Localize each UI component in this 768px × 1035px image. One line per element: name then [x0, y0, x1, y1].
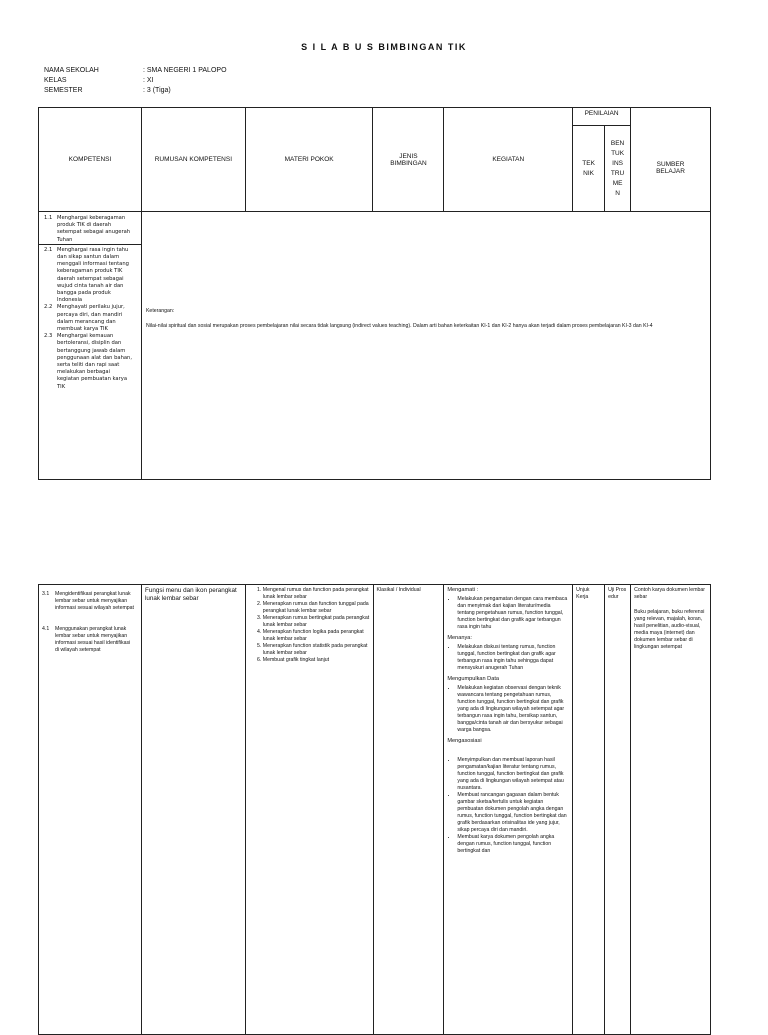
kd-text: Menghargai kemauan bertoleransi, disiplin dan bertanggung jawab dalam penggunaan alat dan bahan, serta teliti dan rapi saat melakukan berbagai kegiatan pembuatan karya TIK — [57, 333, 132, 390]
kegiatan-heading: Menanya: — [447, 635, 472, 641]
materi-item: 1. Mengenal rumus dan function pada perangkat lunak lembar sebar — [263, 587, 370, 601]
kegiatan-item: • Membuat karya dokumen pengolah angka dengan rumus, function tunggal, function bertingkat dan — [457, 834, 569, 855]
kegiatan-cell — [444, 585, 573, 1035]
info-label: KELAS — [44, 77, 67, 84]
kd-number: 2.1 — [44, 246, 53, 253]
kompetensi-list-ki3-ki4 — [39, 585, 142, 1035]
kegiatan-heading: Mengasosiasi — [447, 738, 482, 744]
header-teknik — [573, 126, 605, 212]
header-materi: MATERI POKOK — [245, 108, 373, 212]
kegiatan-item: • Melakukan pengamatan dengan cara membaca dan menyimak dari kajian literatur/media tentang pengetahuan rumus, function tunggal, function bertingkat dan grafik agar terbangun rasa ingin tahu — [457, 596, 569, 631]
kegiatan-heading: Mengumpulkan Data — [447, 676, 499, 682]
syllabus-table-header-section — [38, 107, 711, 480]
kompetensi-list-ki1-ki2 — [39, 212, 142, 480]
materi-item: 3. Menerapkan rumus bertingkat pada perangkat lunak lembar sebar — [263, 615, 370, 629]
info-value: : 3 (Tiga) — [143, 87, 171, 94]
info-label: NAMA SEKOLAH — [44, 67, 99, 74]
kegiatan-item: • Melakukan kegiatan observasi dengan teknik wawancara tentang pengetahuan rumus, function tunggal, function bertingkat dan grafik yang ada di lingkungan wilayah setempat agar terbangun rasa ingin tahu, bersikap santun, bangga/cinta tanah air dan bersyukur sebagai warga bangsa. — [457, 685, 569, 734]
kd-number: 4.1 — [42, 626, 50, 632]
teknik-cell: Unjuk Kerja — [573, 585, 605, 1035]
keterangan-label: Keterangan: — [145, 308, 175, 314]
materi-item: 5. Menerapkan function statistik pada perangkat lunak lembar sebar — [263, 643, 370, 657]
kegiatan-item: • Melakukan diskusi tentang rumus, function tunggal, function bertingkat dan grafik agar terbangun rasa ingin tahu sehingga dapat mensyukuri anugerah Tuhan — [457, 644, 569, 672]
info-value: : XI — [143, 77, 154, 84]
kegiatan-item: • Membuat rancangan gagasan dalam bentuk gambar sketsa/tertulis untuk kegiatan pembuatan dokumen pengolah angka dengan rumus, function tunggal, function bertingkat dan grafik berdasarkan orisinalitas ide yang jujur, sikap percaya diri dan mandiri. — [457, 792, 569, 834]
kegiatan-item: • Menyimpulkan dan membuat laporan hasil pengamatan/kajian literatur tentang rumus, function tunggal, function bertingkat dan grafik yang ada di lingkungan wilayah setempat atau nusantara. — [457, 757, 569, 792]
materi-item: 2. Menerapkan rumus dan function tunggal pada perangkat lunak lembar sebar — [263, 601, 370, 615]
syllabus-table-content-section — [38, 584, 711, 1035]
jenis-bimbingan-cell: Klasikal / Individual — [373, 585, 444, 1035]
header-bentuk-text: BEN TUK INS TRU ME N — [610, 139, 625, 197]
kd-number: 3.1 — [42, 591, 50, 597]
header-bentuk — [605, 126, 631, 212]
kegiatan-heading: Mengamati : — [447, 587, 479, 593]
header-sumber-top — [631, 108, 711, 126]
kd-number: 2.3 — [44, 333, 53, 340]
kd-number: 2.2 — [44, 304, 53, 311]
info-label: SEMESTER — [44, 87, 83, 94]
materi-item: 4. Menerapkan function logika pada perangkat lunak lembar sebar — [263, 629, 370, 643]
materi-pokok-cell — [245, 585, 373, 1035]
header-teknik-text: TEK NIK — [582, 159, 595, 177]
info-value: : SMA NEGERI 1 PALOPO — [143, 67, 227, 74]
kd-number: 1.1 — [44, 215, 53, 221]
header-sumber-text: SUMBER BELAJAR — [656, 161, 685, 176]
materi-item: 6. Membuat grafik tingkat lanjut — [263, 657, 370, 664]
document-title: S I L A B U S BIMBINGAN TIK — [301, 42, 467, 52]
kd-text: Menghargai rasa ingin tahu dan sikap santun dalam menggali informasi tentang keberagaman produk TIK daerah setempat sebagai wujud cinta tanah air dan bangga pada produk Indonesia — [57, 246, 129, 304]
header-kompetensi: KOMPETENSI — [39, 108, 142, 212]
rumusan-kompetensi-cell: Fungsi menu dan ikon perangkat lunak lembar sebar — [141, 585, 245, 1035]
header-kegiatan: KEGIATAN — [444, 108, 573, 212]
header-penilaian: PENILAIAN — [573, 108, 631, 126]
kd-text: Menggunakan perangkat lunak lembar sebar untuk menyajikan informasi sesuai hasil identifikasi di wilayah setempat — [55, 626, 131, 653]
sumber-item: Contoh karya dokumen lembar sebar — [634, 587, 706, 600]
keterangan-cell — [141, 212, 710, 480]
kd-text: Menghargai keberagaman produk TIK di daerah setempat sebagai anugerah Tuhan — [57, 215, 131, 243]
header-jenis-text: JENIS BIMBINGAN — [390, 152, 427, 167]
header-rumusan: RUMUSAN KOMPETENSI — [141, 108, 245, 212]
keterangan-text: Nilai-nilai spiritual dan sosial merupakan proses pembelajaran nilai secara tidak langsung (indirect values teaching). Dalam arti bahan keterkaitan KI-1 dan KI-2 hanya akan terjadi dalam proses pembelajaran KI-3 dan KI-4 — [145, 322, 653, 329]
kd-text: Menghayati perilaku jujur, percaya diri, dan mandiri dalam merancang dan membuat karya TIK — [57, 304, 125, 333]
bentuk-instrumen-cell: Uji Pros edur — [605, 585, 631, 1035]
header-jenis — [373, 108, 444, 212]
kd-text: Mengidentifikasi perangkat lunak lembar sebar untuk menyajikan informasi sesuai wilayah setempat — [55, 591, 135, 611]
sumber-item: Buku pelajaran, buku referensi yang relevan, majalah, koran, hasil penelitian, audio-visual, media maya (internet) dan dokumen lembar sebar di lingkungan setempat — [634, 609, 705, 650]
sumber-belajar-cell — [631, 585, 711, 1035]
header-sumber — [631, 126, 711, 212]
